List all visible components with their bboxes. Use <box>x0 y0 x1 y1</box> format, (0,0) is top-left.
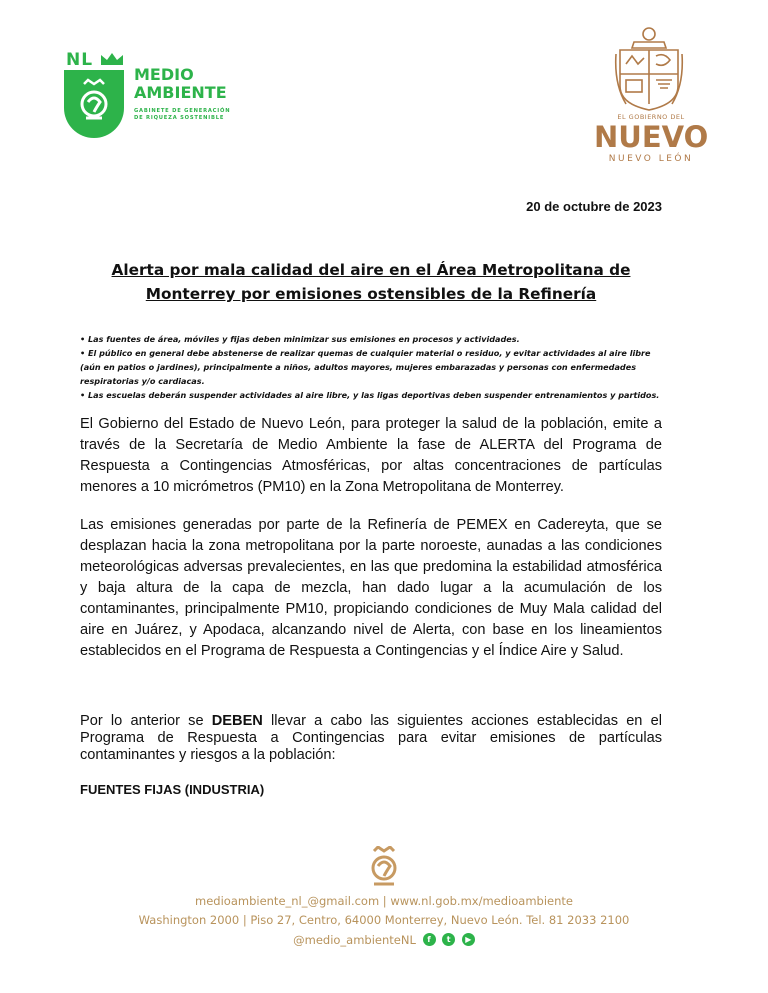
logo-title-line1: MEDIO <box>134 65 194 84</box>
footer-address: Washington 2000 | Piso 27, Centro, 64000 Monterrey, Nuevo León. Tel. 81 2033 2100 <box>138 913 630 927</box>
logo-subtitle-line1: GABINETE DE GENERACIÓN <box>134 108 231 114</box>
list-item: • Las escuelas deberán suspender actividades al aire libre, y las ligas deportivas deben suspender entrenamientos y partidos. <box>80 390 660 400</box>
logo-nuevo: NUEVO <box>594 120 709 154</box>
gobierno-nuevo-leon-logo <box>590 24 710 166</box>
recommendations-list <box>80 332 670 402</box>
document-date: 20 de octubre de 2023 <box>526 199 662 214</box>
footer-emblem-icon <box>366 846 402 890</box>
logo-subtitle <box>134 108 230 122</box>
youtube-icon[interactable]: ▶ <box>462 933 475 946</box>
facebook-icon[interactable]: f <box>423 933 436 946</box>
logo-top-line: EL GOBIERNO DEL <box>617 113 685 121</box>
paragraph-actions-text: llevar a cabo las siguientes acciones establecidas en el Programa de Respuesta a Contingencias para evitar emisiones de partículas contaminantes y riesgos a la población: <box>80 713 662 763</box>
twitter-icon[interactable]: t <box>442 933 455 946</box>
social-handle[interactable]: @medio_ambienteNL <box>293 933 416 947</box>
logo-nuevo-leon: NUEVO LEÓN <box>608 154 694 164</box>
crown-icon <box>100 52 124 66</box>
list-item: • Las fuentes de área, móviles y fijas deben minimizar sus emisiones en procesos y actividades. <box>80 334 520 344</box>
logo-nl-text: NL <box>66 50 94 70</box>
paragraph-emissions: Las emisiones generadas por parte de la Refinería de PEMEX en Cadereyta, que se desplazan hacia la zona metropolitana por la parte noroeste, aunadas a las condiciones meteorológicas adversas prevalecientes, en las que predomina la estabilidad atmosférica y baja altura de la capa de mezcla, han dado lugar a la acumulación de los contaminantes, principalmente PM10, propiciando condiciones de Muy Mala calidad del aire en Juárez, y Apodaca, alcanzando nivel de Alerta, con base en los lineamientos establecidos en el Programa de Respuesta a Contingencias y el Índice Aire y Salud. <box>80 517 662 659</box>
logo-title-line2: AMBIENTE <box>134 83 227 102</box>
footer-social <box>0 933 768 947</box>
lion-emblem-icon <box>74 78 114 128</box>
shield-emblem <box>64 70 124 138</box>
paragraph-actions-emphasis: DEBEN <box>211 713 263 729</box>
logo-subtitle-line2: DE RIQUEZA SOSTENIBLE <box>134 115 225 121</box>
document-title: Alerta por mala calidad del aire en el Área Metropolitana de Monterrey por emisiones ostensibles de la Refinería <box>111 261 631 303</box>
list-item: • El público en general debe abstenerse de realizar quemas de cualquier material o residuo, y evitar actividades al aire libre (aún en patios o jardines), principalmente a niños, adultos mayores, mujeres embarazadas y personas con enfermedades respiratorias y/o cardiacas. <box>80 348 651 386</box>
medio-ambiente-logo <box>64 50 264 140</box>
logo-title <box>134 66 227 102</box>
section-heading: FUENTES FIJAS (INDUSTRIA) <box>80 782 265 797</box>
coat-of-arms-icon <box>614 24 684 112</box>
paragraph-intro: El Gobierno del Estado de Nuevo León, para proteger la salud de la población, emite a través de la Secretaría de Medio Ambiente la fase de ALERTA del Programa de Respuesta a Contingencias Atmosféricas, por altas concentraciones de partículas menores a 10 micrómetros (PM10) en la Zona Metropolitana de Monterrey. <box>80 416 662 495</box>
footer-contact[interactable]: medioambiente_nl_@gmail.com | www.nl.gob.mx/medioambiente <box>195 894 573 908</box>
paragraph-actions-text: Por lo anterior se <box>80 713 212 729</box>
paragraph-actions <box>80 713 662 764</box>
